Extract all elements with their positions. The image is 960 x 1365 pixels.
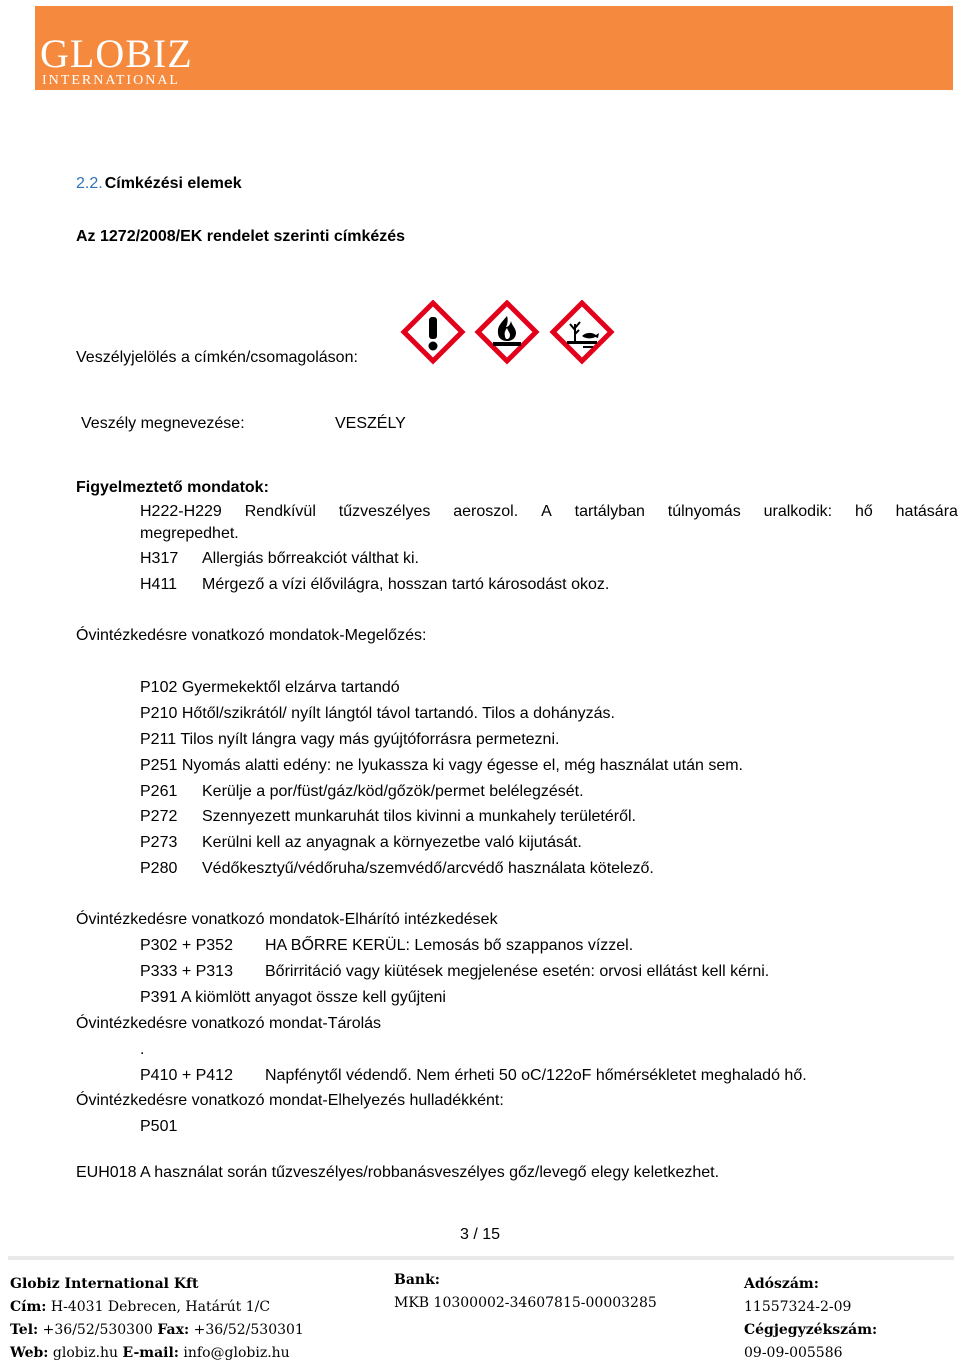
footer-fax-label: Fax: xyxy=(157,1322,190,1338)
response-code: P333 + P313 xyxy=(140,963,233,980)
footer-tel-value: +36/52/530300 xyxy=(42,1322,153,1338)
h222-word: aeroszol. xyxy=(453,503,519,520)
prevention-text: Kerülje a por/füst/gáz/köd/gőzök/permet belélegzését. xyxy=(202,783,584,800)
footer-bank-label: Bank: xyxy=(394,1272,440,1288)
h222-word: tűzveszélyes xyxy=(338,503,431,520)
prevention-item xyxy=(140,808,636,826)
storage-text: Napfénytől védendő. Nem érheti 50 oC/122oF hőmérsékletet meghaladó hő. xyxy=(265,1067,807,1084)
footer-tel-label: Tel: xyxy=(10,1322,39,1338)
section-number: 2.2. xyxy=(76,175,103,192)
footer-web xyxy=(10,1345,290,1361)
storage-title: Óvintézkedésre vonatkozó mondat-Tárolás xyxy=(76,1015,382,1032)
prevention-text: Szennyezett munkaruhát tilos kivinni a munkahely területéről. xyxy=(202,808,636,825)
signal-label: Veszély megnevezése: xyxy=(81,415,245,432)
footer-web-link[interactable]: globiz.hu xyxy=(52,1345,119,1361)
section-title: Címkézési elemek xyxy=(104,175,242,192)
h222-word: tartályban xyxy=(574,503,645,520)
response-text: HA BŐRRE KERÜL: Lemosás bő szappanos vízzel. xyxy=(265,937,634,954)
footer-fax-value: +36/52/530301 xyxy=(193,1322,304,1338)
warning-text: Allergiás bőrreakciót válthat ki. xyxy=(202,550,419,567)
h222-continuation: megrepedhet. xyxy=(140,525,239,542)
h222-word: hő xyxy=(854,503,873,520)
section-heading xyxy=(76,175,242,193)
exclamation-mark-icon xyxy=(404,303,462,361)
footer-web-label: Web: xyxy=(10,1345,49,1361)
footer-reg-label: Cégjegyzékszám: xyxy=(744,1322,878,1338)
warning-item xyxy=(140,576,609,594)
regulation-heading: Az 1272/2008/EK rendelet szerinti címkézés xyxy=(76,228,406,245)
prevention-text: Kerülni kell az anyagnak a környezetbe való kijutását. xyxy=(202,834,582,851)
h222-word: hatására xyxy=(895,503,958,520)
h222-word: A xyxy=(541,503,552,520)
pictogram-label: Veszélyjelölés a címkén/csomagoláson: xyxy=(76,349,358,366)
storage-item xyxy=(140,1067,807,1085)
footer-bank-value: MKB 10300002-34607815-00003285 xyxy=(394,1295,657,1311)
footer-phone xyxy=(10,1322,304,1338)
response-item xyxy=(140,963,769,981)
h222-word: H222-H229 xyxy=(140,503,222,520)
response-p391: P391 A kiömlött anyagot össze kell gyűjteni xyxy=(140,989,446,1006)
footer-address-label: Cím: xyxy=(10,1299,47,1315)
warning-code: H411 xyxy=(140,576,178,593)
storage-dot: . xyxy=(140,1041,145,1058)
prevention-text: Védőkesztyű/védőruha/szemvédő/arcvédő használata kötelező. xyxy=(202,860,654,877)
header-bar xyxy=(35,6,953,90)
warning-item xyxy=(140,550,419,568)
response-code: P302 + P352 xyxy=(140,937,233,954)
warning-code: H317 xyxy=(140,550,179,567)
prevention-code: P261 xyxy=(140,783,178,800)
footer-tax-label: Adószám: xyxy=(744,1276,819,1292)
footer-company: Globiz International Kft xyxy=(10,1276,199,1292)
h222-word: túlnyomás xyxy=(667,503,741,520)
warnings-title: Figyelmeztető mondatok: xyxy=(76,479,269,496)
flame-icon xyxy=(478,303,536,361)
prevention-code: P273 xyxy=(140,834,178,851)
prevention-p210: P210 Hőtől/szikrától/ nyílt lángtól távol tartandó. Tilos a dohányzás. xyxy=(140,705,615,722)
footer-address-value: H-4031 Debrecen, Határút 1/C xyxy=(50,1299,271,1315)
storage-code: P410 + P412 xyxy=(140,1067,233,1084)
prevention-p102: P102 Gyermekektől elzárva tartandó xyxy=(140,679,400,696)
disposal-code: P501 xyxy=(140,1118,178,1135)
warning-text: Mérgező a vízi élővilágra, hosszan tartó károsodást okoz. xyxy=(202,576,610,593)
h222-word: Rendkívül xyxy=(244,503,316,520)
footer-divider xyxy=(8,1256,954,1260)
response-title: Óvintézkedésre vonatkozó mondatok-Elhárító intézkedések xyxy=(76,911,498,928)
euh-statement: EUH018 A használat során tűzveszélyes/robbanásveszélyes gőz/levegő elegy keletkezhet. xyxy=(76,1164,720,1181)
h222-word: uralkodik: xyxy=(763,503,833,520)
disposal-title: Óvintézkedésre vonatkozó mondat-Elhelyezés hulladékként: xyxy=(76,1092,504,1109)
response-item xyxy=(140,937,633,955)
prevention-item xyxy=(140,783,584,801)
response-text: Bőrirritáció vagy kiütések megjelenése esetén: orvosi ellátást kell kérni. xyxy=(265,963,770,980)
logo-subtext: INTERNATIONAL xyxy=(42,73,180,88)
prevention-p251: P251 Nyomás alatti edény: ne lyukassza ki vagy égesse el, még használat után sem. xyxy=(140,757,743,774)
prevention-item xyxy=(140,834,582,852)
prevention-title: Óvintézkedésre vonatkozó mondatok-Megelőzés: xyxy=(76,627,427,644)
footer-tax-value: 11557324-2-09 xyxy=(744,1299,852,1315)
hazard-pictograms xyxy=(398,300,620,366)
logo-text: GLOBIZ xyxy=(40,31,193,76)
page-number: 3 / 15 xyxy=(460,1226,501,1243)
footer-email-label: E-mail: xyxy=(122,1345,179,1361)
environment-icon xyxy=(553,303,611,361)
prevention-code: P272 xyxy=(140,808,178,825)
footer-email-link[interactable]: info@globiz.hu xyxy=(183,1345,290,1361)
prevention-code: P280 xyxy=(140,860,178,877)
footer-reg-value: 09-09-005586 xyxy=(744,1345,843,1361)
footer-address xyxy=(10,1299,270,1315)
prevention-item xyxy=(140,860,654,878)
h222-line xyxy=(140,503,958,521)
signal-word: VESZÉLY xyxy=(335,415,406,432)
prevention-p211: P211 Tilos nyílt lángra vagy más gyújtóforrásra permetezni. xyxy=(140,731,560,748)
